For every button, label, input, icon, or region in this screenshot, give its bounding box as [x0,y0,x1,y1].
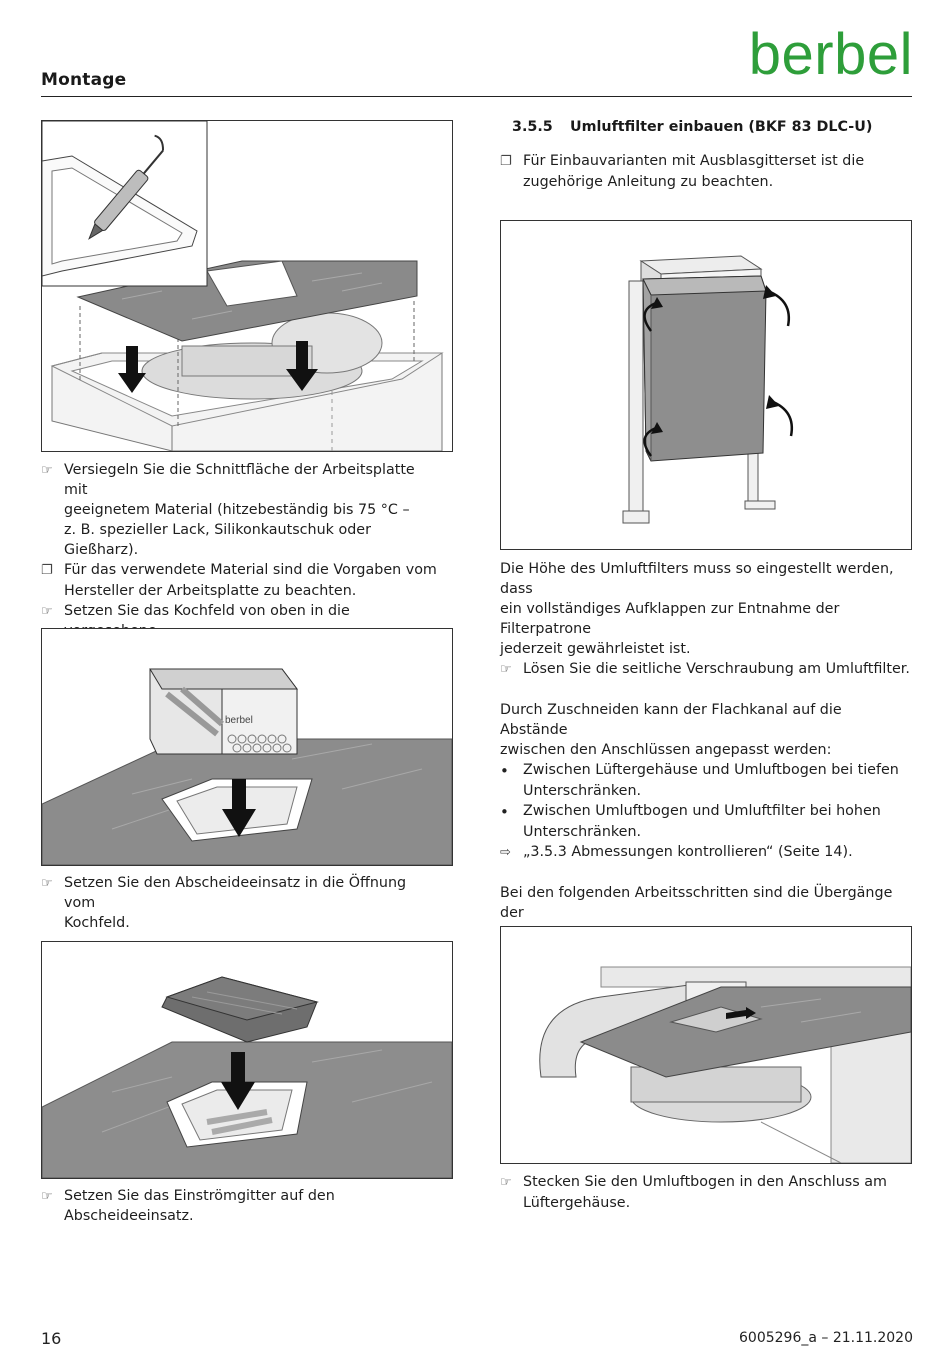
bullet-text: Zwischen Lüftergehäuse und Umluftbogen bei tiefen [523,762,899,778]
figure-recirculation-elbow [500,926,912,1164]
note-text: Hersteller der Arbeitsplatte zu beachten. [64,583,357,599]
step-loosen-screws [500,659,912,680]
subsection-title: Umluftfilter einbauen (BKF 83 DLC-U) [570,119,873,135]
bullet-text: Zwischen Umluftbogen und Umluftfilter bei hohen [523,803,881,819]
hand-pointer-icon: ☞ [41,1189,53,1204]
bullet-item [500,760,912,781]
figure-cooktop-installation [41,120,453,452]
step-text: geeignetem Material (hitzebeständig bis 75 °C – [64,502,410,518]
paragraph-line: Durch Zuschneiden kann der Flachkanal auf die Abstände [500,702,842,738]
instructions-block-3 [41,1186,461,1226]
hand-pointer-icon: ☞ [41,463,53,478]
instructions-elbow [500,1172,912,1213]
bullet-icon: • [500,762,509,780]
subsection-number: 3.5.5 [512,119,553,135]
note-outlet-grille-set [500,151,912,192]
paragraph-line: jederzeit gewährleistet ist. [500,641,691,657]
cross-reference-text[interactable]: „3.5.3 Abmessungen kontrollieren“ (Seite 14). [523,844,853,860]
step-text: Setzen Sie das Einströmgitter auf den Abscheideeinsatz. [64,1188,335,1224]
arrow-right-icon: ⇨ [500,845,511,860]
note-line [500,151,912,172]
note-icon: ❐ [41,563,53,578]
header-rule [41,96,912,97]
instructions-block-2 [41,873,441,933]
step-text: Kochfeld. [64,915,130,931]
step-text: Versiegeln Sie die Schnittfläche der Arbeitsplatte mit [64,462,415,498]
paragraph-line: ein vollständiges Aufklappen zur Entnahme der Filterpatrone [500,601,840,637]
hand-pointer-icon: ☞ [41,604,53,619]
note-text: Für Einbauvarianten mit Ausblasgitterset ist die [523,153,865,169]
hand-pointer-icon: ☞ [500,662,512,677]
paragraph-line: Bei den folgenden Arbeitsschritten sind die Übergänge der [500,885,893,921]
step-insert-elbow [500,1172,912,1193]
figure-separator-insert [41,628,453,866]
bullet-item [500,801,912,822]
paragraph-line: Die Höhe des Umluftfilters muss so eingestellt werden, dass [500,561,894,597]
hand-pointer-icon: ☞ [500,1175,512,1190]
bullet-text: Unterschränken. [523,824,642,840]
bullet-text: Unterschränken. [523,783,642,799]
note-text: zugehörige Anleitung zu beachten. [523,174,774,190]
page-number: 16 [41,1329,62,1348]
document-id: 6005296_a – 21.11.2020 [739,1330,913,1346]
note-text: Für das verwendete Material sind die Vorgaben vom [64,562,437,578]
berbel-logo: berbel [748,22,913,87]
figure-recirculation-filter [500,220,912,550]
hand-pointer-icon: ☞ [41,876,53,891]
bullet-icon: • [500,803,509,821]
note-manufacturer-specs [41,560,441,581]
paragraph-line: zwischen den Anschlüssen angepasst werden: [500,742,832,758]
step-place-inflow-grille [41,1186,461,1226]
step-seal-cut-surface [41,460,441,500]
section-title: Montage [41,70,127,90]
step-text: Lösen Sie die seitliche Verschraubung am Umluftfilter. [523,661,910,677]
step-text: Setzen Sie den Abscheideeinsatz in die Öffnung vom [64,875,407,911]
step-text: Setzen Sie das Kochfeld von oben in die [64,603,350,619]
cross-reference-link[interactable] [500,842,912,863]
step-text: z. B. spezieller Lack, Silikonkautschuk oder Gießharz). [64,522,371,558]
note-icon: ❐ [500,154,512,169]
step-text: Lüftergehäuse. [523,1195,631,1211]
step-text: Stecken Sie den Umluftbogen in den Anschluss am [523,1174,887,1190]
step-insert-separator [41,873,441,913]
figure-logo-text: berbel [225,715,253,726]
subsection-heading [512,119,912,135]
figure-inflow-grille [41,941,453,1179]
